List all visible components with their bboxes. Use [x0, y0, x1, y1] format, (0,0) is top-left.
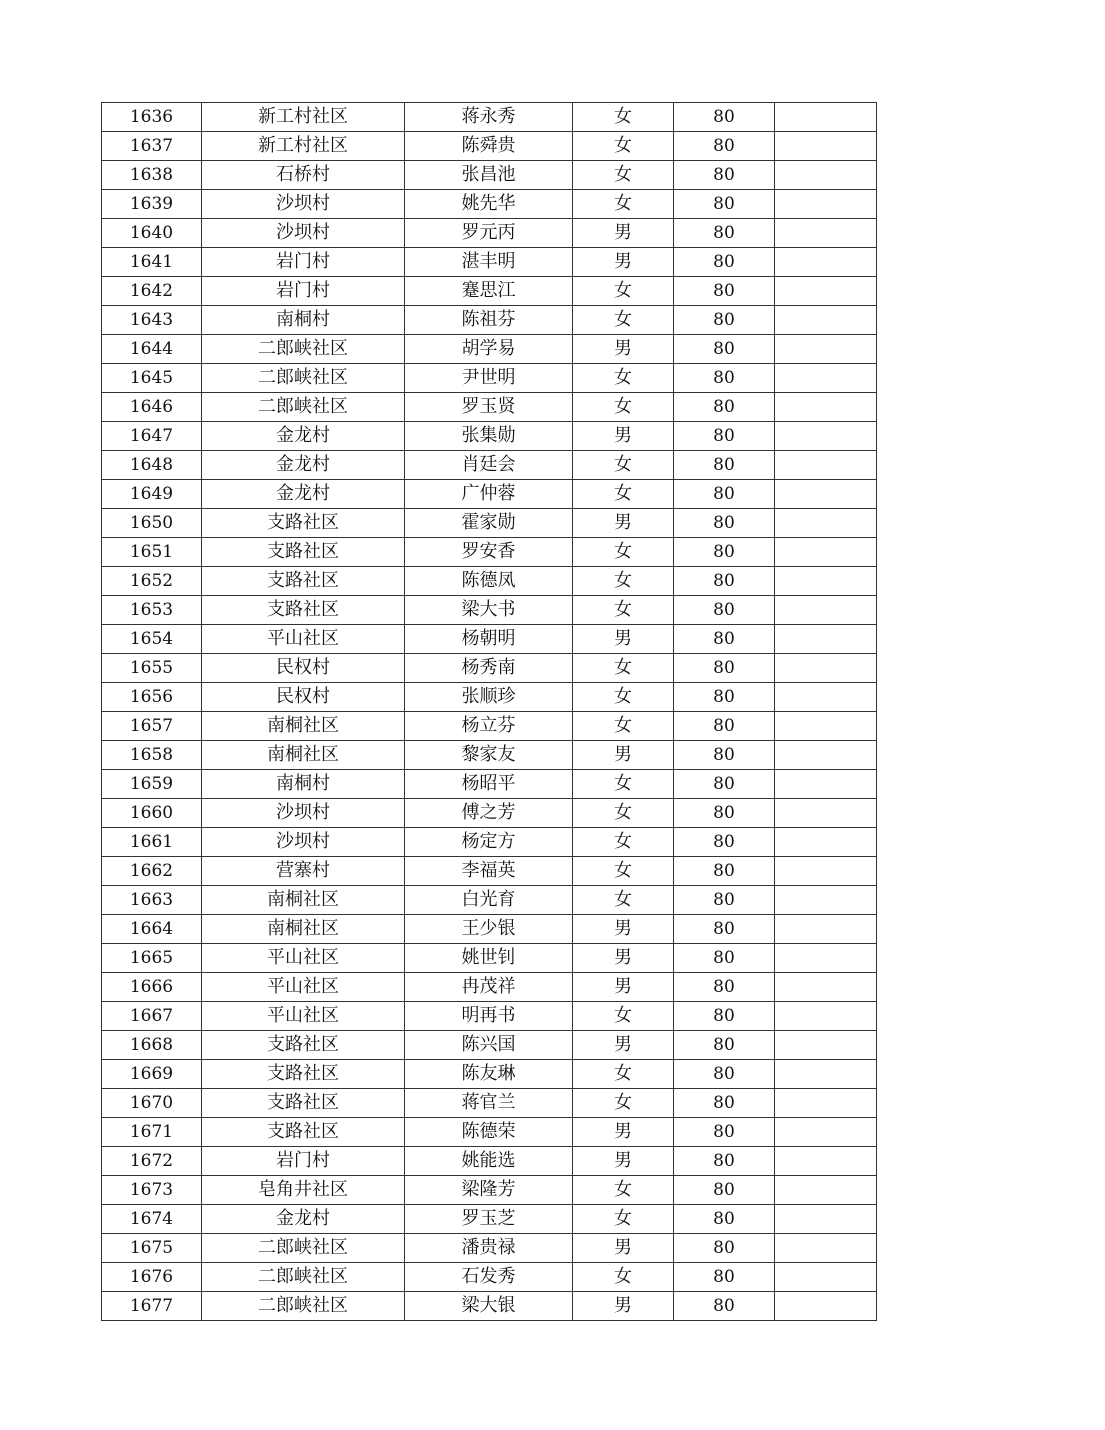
cell-village: 岩门村 [202, 1147, 405, 1176]
cell-note [775, 799, 877, 828]
cell-note [775, 219, 877, 248]
table-row [102, 509, 877, 538]
cell-gender: 男 [573, 219, 674, 248]
cell-village: 支路社区 [202, 1089, 405, 1118]
cell-id: 1671 [102, 1118, 202, 1147]
cell-value: 80 [674, 509, 775, 538]
cell-name: 杨立芬 [405, 712, 573, 741]
cell-village: 二郎峡社区 [202, 393, 405, 422]
cell-name: 陈舜贵 [405, 132, 573, 161]
cell-value: 80 [674, 364, 775, 393]
cell-name: 张昌池 [405, 161, 573, 190]
cell-name: 明再书 [405, 1002, 573, 1031]
table-row [102, 944, 877, 973]
cell-gender: 男 [573, 741, 674, 770]
cell-value: 80 [674, 1205, 775, 1234]
cell-name: 蒋官兰 [405, 1089, 573, 1118]
cell-name: 傅之芳 [405, 799, 573, 828]
cell-name: 蹇思江 [405, 277, 573, 306]
cell-value: 80 [674, 625, 775, 654]
table-row [102, 1263, 877, 1292]
cell-name: 罗元丙 [405, 219, 573, 248]
cell-value: 80 [674, 451, 775, 480]
cell-gender: 女 [573, 364, 674, 393]
cell-note [775, 277, 877, 306]
cell-value: 80 [674, 944, 775, 973]
cell-note [775, 1147, 877, 1176]
table-row [102, 712, 877, 741]
cell-id: 1648 [102, 451, 202, 480]
cell-id: 1657 [102, 712, 202, 741]
cell-id: 1654 [102, 625, 202, 654]
cell-gender: 男 [573, 335, 674, 364]
cell-value: 80 [674, 132, 775, 161]
cell-name: 蒋永秀 [405, 103, 573, 132]
cell-village: 沙坝村 [202, 799, 405, 828]
cell-value: 80 [674, 1147, 775, 1176]
cell-name: 潘贵禄 [405, 1234, 573, 1263]
cell-id: 1675 [102, 1234, 202, 1263]
table-row [102, 132, 877, 161]
cell-name: 湛丰明 [405, 248, 573, 277]
cell-gender: 女 [573, 799, 674, 828]
cell-note [775, 1234, 877, 1263]
cell-name: 石发秀 [405, 1263, 573, 1292]
cell-village: 支路社区 [202, 1118, 405, 1147]
cell-gender: 男 [573, 248, 674, 277]
cell-name: 霍家勋 [405, 509, 573, 538]
cell-value: 80 [674, 741, 775, 770]
cell-note [775, 132, 877, 161]
cell-value: 80 [674, 219, 775, 248]
cell-note [775, 770, 877, 799]
cell-gender: 女 [573, 103, 674, 132]
cell-village: 二郎峡社区 [202, 1234, 405, 1263]
cell-village: 沙坝村 [202, 828, 405, 857]
cell-name: 罗玉贤 [405, 393, 573, 422]
cell-value: 80 [674, 973, 775, 1002]
cell-village: 沙坝村 [202, 219, 405, 248]
cell-note [775, 538, 877, 567]
cell-gender: 女 [573, 683, 674, 712]
table-row [102, 1176, 877, 1205]
table-row [102, 770, 877, 799]
cell-gender: 女 [573, 480, 674, 509]
cell-village: 支路社区 [202, 1060, 405, 1089]
table-row [102, 248, 877, 277]
cell-id: 1666 [102, 973, 202, 1002]
cell-gender: 男 [573, 915, 674, 944]
table-row [102, 1089, 877, 1118]
table-row [102, 161, 877, 190]
cell-note [775, 915, 877, 944]
cell-village: 平山社区 [202, 944, 405, 973]
cell-note [775, 393, 877, 422]
cell-id: 1663 [102, 886, 202, 915]
cell-village: 南桐社区 [202, 741, 405, 770]
cell-name: 张顺珍 [405, 683, 573, 712]
cell-value: 80 [674, 1060, 775, 1089]
cell-village: 平山社区 [202, 973, 405, 1002]
cell-name: 陈德凤 [405, 567, 573, 596]
cell-id: 1642 [102, 277, 202, 306]
cell-note [775, 828, 877, 857]
cell-value: 80 [674, 1031, 775, 1060]
cell-name: 陈德荣 [405, 1118, 573, 1147]
cell-name: 尹世明 [405, 364, 573, 393]
cell-gender: 女 [573, 1205, 674, 1234]
cell-village: 支路社区 [202, 567, 405, 596]
cell-note [775, 886, 877, 915]
cell-value: 80 [674, 770, 775, 799]
cell-note [775, 1060, 877, 1089]
table-row [102, 886, 877, 915]
cell-value: 80 [674, 422, 775, 451]
cell-village: 金龙村 [202, 480, 405, 509]
cell-id: 1674 [102, 1205, 202, 1234]
cell-village: 支路社区 [202, 596, 405, 625]
cell-village: 南桐村 [202, 306, 405, 335]
cell-gender: 女 [573, 1002, 674, 1031]
cell-value: 80 [674, 1089, 775, 1118]
table-row [102, 219, 877, 248]
table-row [102, 1031, 877, 1060]
cell-note [775, 712, 877, 741]
cell-village: 二郎峡社区 [202, 1292, 405, 1321]
cell-note [775, 973, 877, 1002]
cell-gender: 女 [573, 451, 674, 480]
cell-gender: 女 [573, 132, 674, 161]
table-row [102, 1147, 877, 1176]
cell-village: 支路社区 [202, 1031, 405, 1060]
cell-gender: 女 [573, 770, 674, 799]
cell-name: 姚世钊 [405, 944, 573, 973]
cell-gender: 男 [573, 1147, 674, 1176]
cell-village: 皂角井社区 [202, 1176, 405, 1205]
table-row [102, 277, 877, 306]
cell-gender: 男 [573, 1234, 674, 1263]
cell-id: 1649 [102, 480, 202, 509]
cell-note [775, 248, 877, 277]
cell-gender: 女 [573, 538, 674, 567]
cell-note [775, 422, 877, 451]
cell-value: 80 [674, 567, 775, 596]
cell-id: 1653 [102, 596, 202, 625]
cell-note [775, 1118, 877, 1147]
cell-village: 金龙村 [202, 451, 405, 480]
cell-id: 1661 [102, 828, 202, 857]
cell-gender: 女 [573, 393, 674, 422]
cell-village: 平山社区 [202, 625, 405, 654]
cell-village: 金龙村 [202, 422, 405, 451]
table-row [102, 451, 877, 480]
cell-id: 1655 [102, 654, 202, 683]
cell-note [775, 567, 877, 596]
cell-gender: 女 [573, 886, 674, 915]
cell-note [775, 1002, 877, 1031]
table-row [102, 857, 877, 886]
cell-id: 1670 [102, 1089, 202, 1118]
cell-note [775, 306, 877, 335]
cell-note [775, 741, 877, 770]
cell-gender: 女 [573, 277, 674, 306]
cell-village: 新工村社区 [202, 132, 405, 161]
table-row [102, 393, 877, 422]
table-row [102, 335, 877, 364]
cell-note [775, 364, 877, 393]
table-row [102, 596, 877, 625]
cell-value: 80 [674, 306, 775, 335]
table-row [102, 538, 877, 567]
cell-name: 杨朝明 [405, 625, 573, 654]
table-row [102, 190, 877, 219]
cell-id: 1660 [102, 799, 202, 828]
table-row [102, 1118, 877, 1147]
cell-id: 1673 [102, 1176, 202, 1205]
cell-name: 杨定方 [405, 828, 573, 857]
cell-name: 广仲蓉 [405, 480, 573, 509]
cell-name: 黎家友 [405, 741, 573, 770]
cell-note [775, 1292, 877, 1321]
cell-note [775, 480, 877, 509]
cell-gender: 女 [573, 190, 674, 219]
cell-value: 80 [674, 828, 775, 857]
cell-village: 民权村 [202, 683, 405, 712]
cell-id: 1667 [102, 1002, 202, 1031]
cell-id: 1669 [102, 1060, 202, 1089]
table-row [102, 1060, 877, 1089]
cell-name: 罗玉芝 [405, 1205, 573, 1234]
cell-village: 二郎峡社区 [202, 335, 405, 364]
cell-note [775, 1263, 877, 1292]
cell-gender: 男 [573, 1292, 674, 1321]
cell-name: 罗安香 [405, 538, 573, 567]
cell-name: 王少银 [405, 915, 573, 944]
cell-id: 1664 [102, 915, 202, 944]
table-row [102, 103, 877, 132]
cell-gender: 男 [573, 625, 674, 654]
cell-gender: 女 [573, 828, 674, 857]
cell-value: 80 [674, 1176, 775, 1205]
cell-name: 杨秀南 [405, 654, 573, 683]
cell-value: 80 [674, 654, 775, 683]
cell-gender: 女 [573, 857, 674, 886]
cell-name: 胡学易 [405, 335, 573, 364]
cell-gender: 男 [573, 973, 674, 1002]
cell-name: 姚先华 [405, 190, 573, 219]
cell-gender: 女 [573, 567, 674, 596]
table-row [102, 480, 877, 509]
table-row [102, 654, 877, 683]
cell-village: 平山社区 [202, 1002, 405, 1031]
table-body [102, 103, 877, 1321]
cell-name: 梁隆芳 [405, 1176, 573, 1205]
cell-note [775, 335, 877, 364]
cell-note [775, 161, 877, 190]
cell-value: 80 [674, 799, 775, 828]
cell-id: 1650 [102, 509, 202, 538]
cell-name: 冉茂祥 [405, 973, 573, 1002]
cell-gender: 男 [573, 944, 674, 973]
table-row [102, 1234, 877, 1263]
cell-name: 姚能选 [405, 1147, 573, 1176]
cell-gender: 女 [573, 161, 674, 190]
cell-gender: 女 [573, 1176, 674, 1205]
cell-gender: 女 [573, 1089, 674, 1118]
cell-id: 1641 [102, 248, 202, 277]
cell-value: 80 [674, 103, 775, 132]
cell-name: 陈祖芬 [405, 306, 573, 335]
cell-village: 民权村 [202, 654, 405, 683]
cell-gender: 女 [573, 306, 674, 335]
cell-note [775, 509, 877, 538]
cell-name: 梁大银 [405, 1292, 573, 1321]
cell-id: 1638 [102, 161, 202, 190]
cell-gender: 女 [573, 1263, 674, 1292]
cell-id: 1636 [102, 103, 202, 132]
cell-value: 80 [674, 393, 775, 422]
cell-name: 李福英 [405, 857, 573, 886]
cell-gender: 男 [573, 1118, 674, 1147]
cell-id: 1640 [102, 219, 202, 248]
cell-value: 80 [674, 915, 775, 944]
cell-gender: 女 [573, 596, 674, 625]
table-row [102, 1205, 877, 1234]
cell-value: 80 [674, 886, 775, 915]
table-row [102, 915, 877, 944]
table-row [102, 1002, 877, 1031]
cell-value: 80 [674, 1118, 775, 1147]
cell-id: 1643 [102, 306, 202, 335]
table-row [102, 973, 877, 1002]
table-row [102, 567, 877, 596]
cell-value: 80 [674, 161, 775, 190]
cell-note [775, 1089, 877, 1118]
cell-id: 1639 [102, 190, 202, 219]
table-row [102, 1292, 877, 1321]
cell-id: 1656 [102, 683, 202, 712]
cell-id: 1637 [102, 132, 202, 161]
cell-value: 80 [674, 712, 775, 741]
cell-note [775, 625, 877, 654]
cell-note [775, 1176, 877, 1205]
cell-village: 南桐村 [202, 770, 405, 799]
cell-id: 1644 [102, 335, 202, 364]
cell-value: 80 [674, 596, 775, 625]
cell-name: 肖廷会 [405, 451, 573, 480]
cell-village: 二郎峡社区 [202, 1263, 405, 1292]
cell-value: 80 [674, 683, 775, 712]
data-table [101, 102, 877, 1321]
cell-id: 1659 [102, 770, 202, 799]
table-row [102, 625, 877, 654]
cell-id: 1645 [102, 364, 202, 393]
cell-village: 南桐社区 [202, 712, 405, 741]
cell-village: 支路社区 [202, 509, 405, 538]
cell-id: 1646 [102, 393, 202, 422]
cell-village: 岩门村 [202, 277, 405, 306]
cell-value: 80 [674, 335, 775, 364]
cell-id: 1652 [102, 567, 202, 596]
cell-gender: 男 [573, 1031, 674, 1060]
cell-id: 1668 [102, 1031, 202, 1060]
table-row [102, 741, 877, 770]
cell-village: 岩门村 [202, 248, 405, 277]
cell-note [775, 190, 877, 219]
cell-value: 80 [674, 277, 775, 306]
cell-village: 金龙村 [202, 1205, 405, 1234]
cell-note [775, 683, 877, 712]
cell-note [775, 944, 877, 973]
cell-village: 沙坝村 [202, 190, 405, 219]
cell-name: 梁大书 [405, 596, 573, 625]
cell-value: 80 [674, 190, 775, 219]
cell-id: 1662 [102, 857, 202, 886]
cell-value: 80 [674, 1002, 775, 1031]
cell-village: 南桐社区 [202, 915, 405, 944]
cell-gender: 女 [573, 712, 674, 741]
cell-note [775, 451, 877, 480]
cell-village: 新工村社区 [202, 103, 405, 132]
cell-value: 80 [674, 480, 775, 509]
table-row [102, 306, 877, 335]
cell-value: 80 [674, 248, 775, 277]
cell-note [775, 654, 877, 683]
cell-name: 杨昭平 [405, 770, 573, 799]
cell-name: 陈友琳 [405, 1060, 573, 1089]
table-row [102, 683, 877, 712]
cell-name: 白光育 [405, 886, 573, 915]
cell-value: 80 [674, 1234, 775, 1263]
cell-village: 营寨村 [202, 857, 405, 886]
cell-value: 80 [674, 1263, 775, 1292]
cell-village: 支路社区 [202, 538, 405, 567]
cell-note [775, 596, 877, 625]
cell-id: 1665 [102, 944, 202, 973]
cell-name: 陈兴国 [405, 1031, 573, 1060]
cell-village: 南桐社区 [202, 886, 405, 915]
cell-note [775, 857, 877, 886]
cell-id: 1658 [102, 741, 202, 770]
table-row [102, 422, 877, 451]
cell-note [775, 1031, 877, 1060]
table-row [102, 364, 877, 393]
cell-gender: 男 [573, 509, 674, 538]
cell-note [775, 103, 877, 132]
table-row [102, 828, 877, 857]
cell-gender: 男 [573, 422, 674, 451]
cell-gender: 女 [573, 654, 674, 683]
cell-value: 80 [674, 1292, 775, 1321]
cell-note [775, 1205, 877, 1234]
cell-id: 1651 [102, 538, 202, 567]
cell-id: 1677 [102, 1292, 202, 1321]
table-row [102, 799, 877, 828]
cell-id: 1676 [102, 1263, 202, 1292]
cell-village: 二郎峡社区 [202, 364, 405, 393]
cell-id: 1672 [102, 1147, 202, 1176]
cell-value: 80 [674, 857, 775, 886]
cell-id: 1647 [102, 422, 202, 451]
cell-name: 张集勋 [405, 422, 573, 451]
cell-value: 80 [674, 538, 775, 567]
cell-village: 石桥村 [202, 161, 405, 190]
cell-gender: 女 [573, 1060, 674, 1089]
